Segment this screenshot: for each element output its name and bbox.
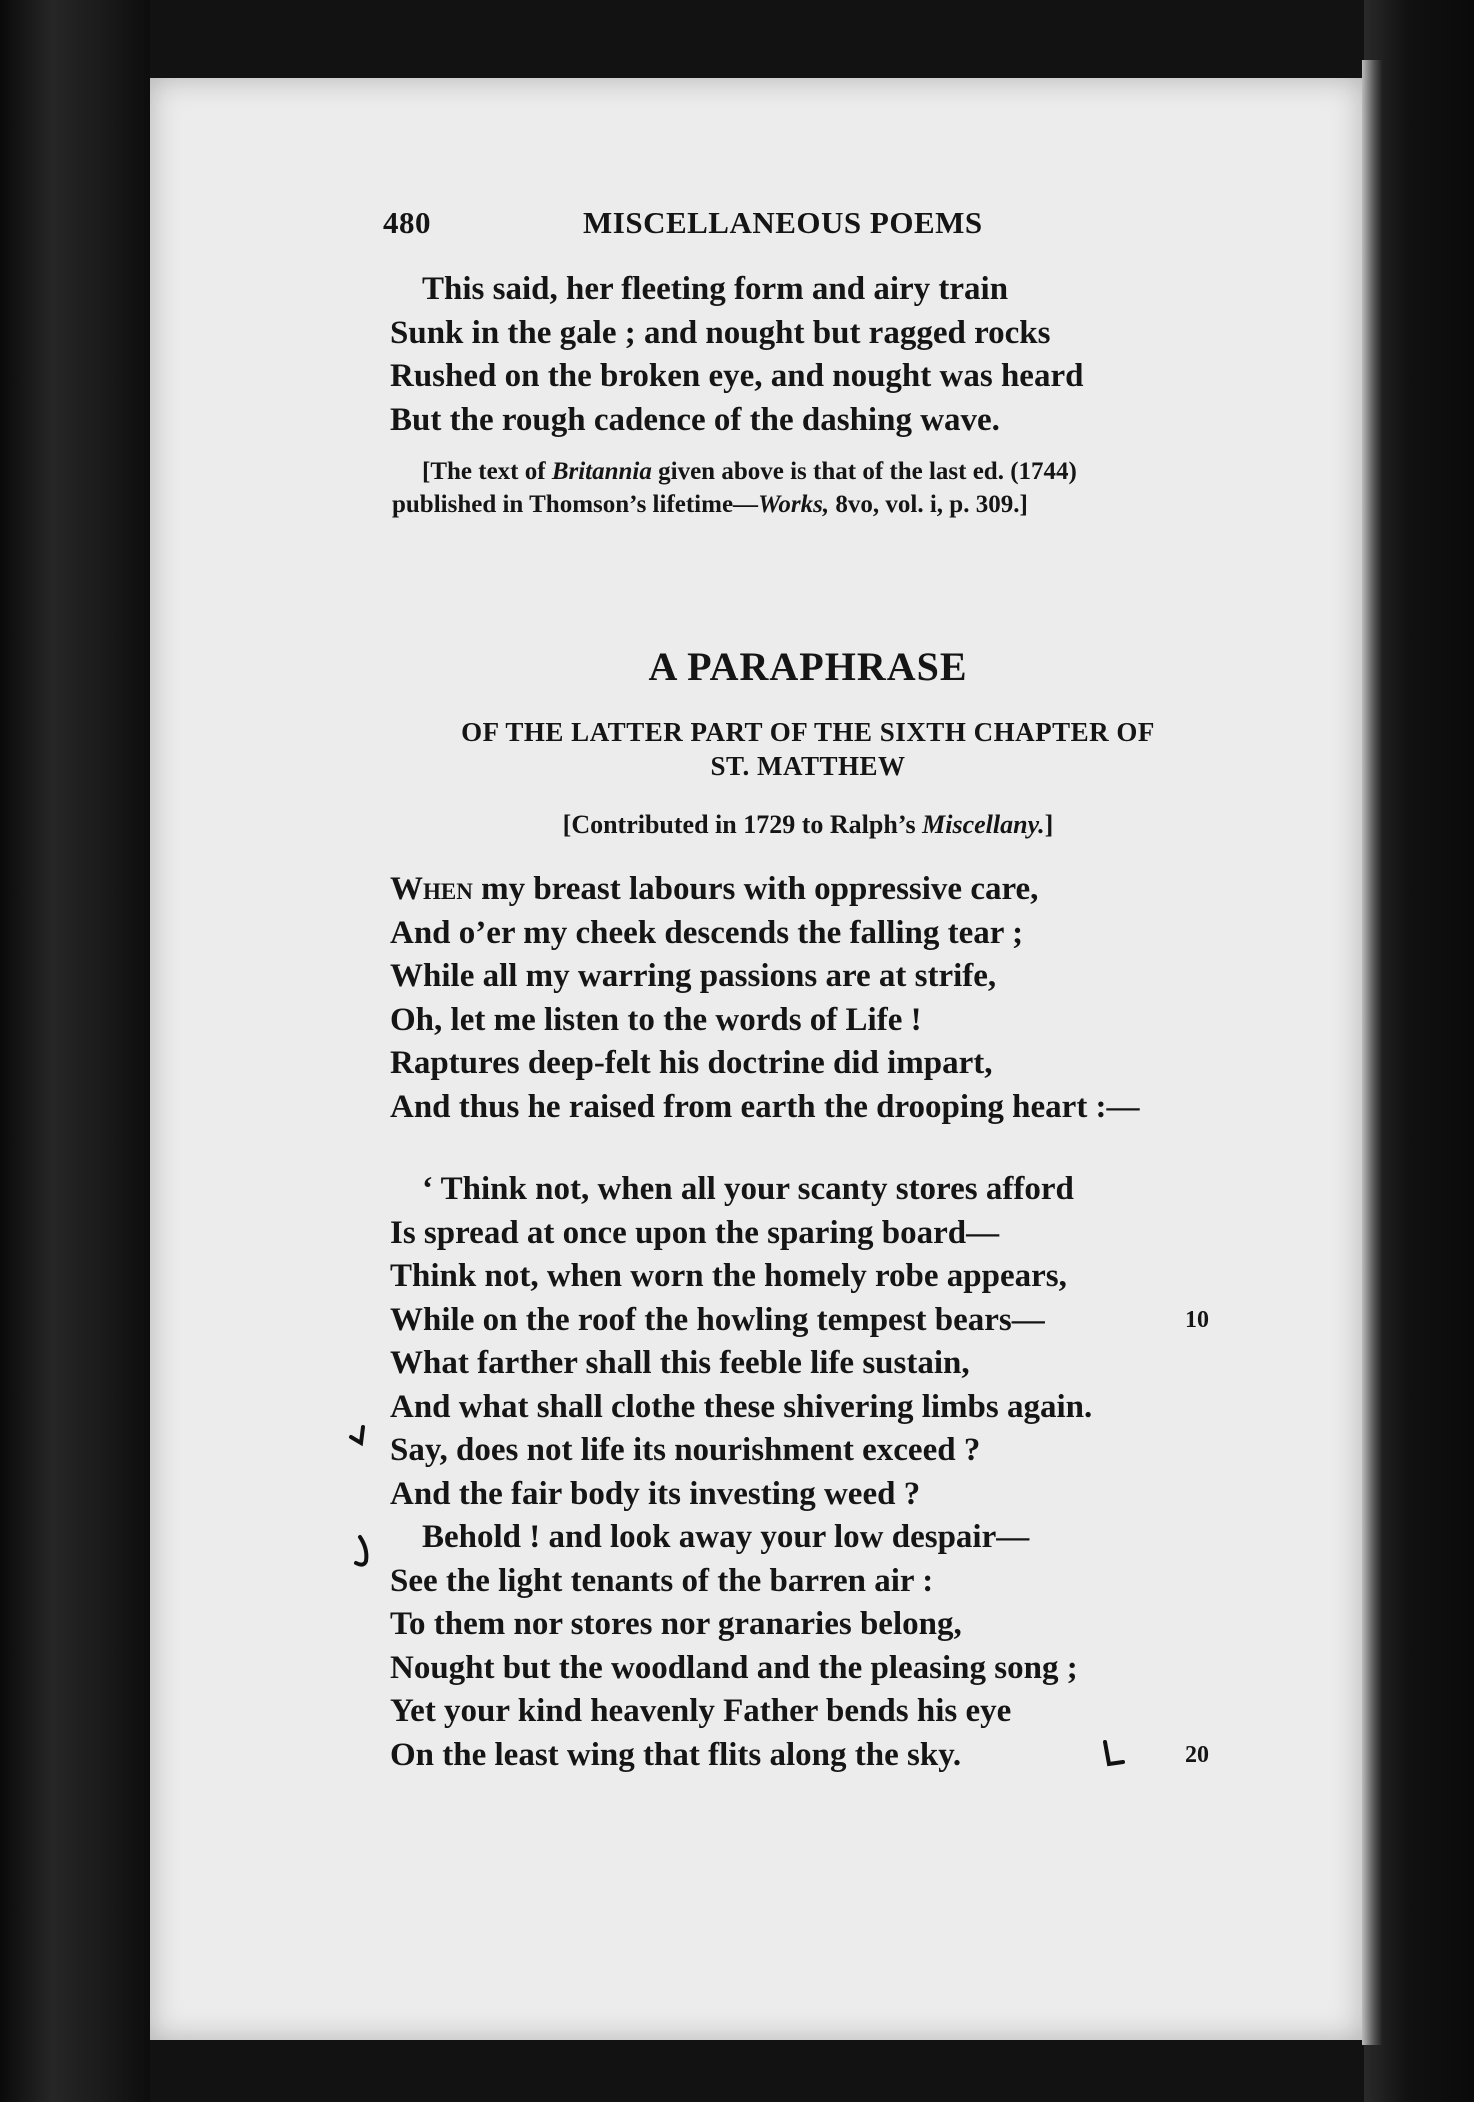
note-italic-title: Works, <box>758 491 830 518</box>
verse-line: To them nor stores nor granaries belong, <box>390 1606 962 1642</box>
running-head-title: MISCELLANEOUS POEMS <box>583 205 983 240</box>
verse-line: But the rough cadence of the dashing wave. <box>390 401 1000 438</box>
subtitle-line: OF THE LATTER PART OF THE SIXTH CHAPTER OF <box>461 717 1155 747</box>
editorial-note <box>392 455 1232 521</box>
verse-line: Say, does not life its nourishment exceed ? <box>390 1432 981 1468</box>
poem-subtitle <box>383 715 1233 783</box>
verse-line: Is spread at once upon the sparing board— <box>390 1214 1000 1251</box>
verse-line: Think not, when worn the homely robe appears, <box>390 1258 1067 1294</box>
verse-line: Nought but the woodland and the pleasing song ; <box>390 1649 1078 1686</box>
contribution-text: [Contributed in 1729 to Ralph’s <box>562 810 923 839</box>
note-text: 8vo, vol. i, p. 309.] <box>829 491 1028 518</box>
verse-line: See the light tenants of the barren air : <box>390 1562 934 1599</box>
note-text: given above is that of the last ed. (1744) <box>651 458 1077 485</box>
note-line-1 <box>392 455 1232 488</box>
page-number: 480 <box>383 205 431 240</box>
running-head <box>383 205 1219 245</box>
note-line-2 <box>392 488 1232 521</box>
line-number-10: 10 <box>1185 1306 1209 1333</box>
note-text: published in Thomson’s lifetime— <box>392 491 759 518</box>
verse-line: And what shall clothe these shivering limbs again. <box>390 1388 1093 1425</box>
verse-line: Raptures deep-felt his doctrine did impart, <box>390 1045 993 1081</box>
verse-text: While on the roof the howling tempest bears— <box>390 1301 1045 1338</box>
previous-poem-ending <box>390 268 1230 442</box>
contribution-note <box>383 810 1233 840</box>
verse-line: What farther shall this feeble life sustain, <box>390 1345 970 1381</box>
book-spine <box>0 0 150 2102</box>
verse-line: And the fair body its investing weed ? <box>390 1475 921 1512</box>
verse-line: ‘ Think not, when all your scanty stores afford <box>422 1171 1074 1207</box>
verse-line: Sunk in the gale ; and nought but ragged rocks <box>390 314 1051 351</box>
poem-title: A PARAPHRASE <box>648 644 968 689</box>
verse-text: my breast labours with oppressive care, <box>472 871 1039 907</box>
verse-line: Yet your kind heavenly Father bends his eye <box>390 1693 1012 1729</box>
verse-line: And o’er my cheek descends the falling tear ; <box>390 914 1024 951</box>
verse-line <box>390 868 1230 912</box>
verse-line: This said, her fleeting form and airy train <box>422 271 1009 307</box>
verse-line: Oh, let me listen to the words of Life ! <box>390 1001 922 1038</box>
poem-stanza-1 <box>390 868 1230 1129</box>
contribution-italic: Miscellany. <box>922 810 1045 839</box>
verse-text: On the least wing that flits along the sky. <box>390 1736 962 1773</box>
pencil-tick-icon <box>1097 1738 1127 1774</box>
note-text: [The text of <box>422 458 552 485</box>
verse-line <box>390 1299 1230 1343</box>
page-edge <box>1362 60 1382 2045</box>
pencil-tick-icon <box>345 1423 375 1453</box>
verse-line: Rushed on the broken eye, and nought was heard <box>390 358 1084 394</box>
contribution-text: ] <box>1044 810 1054 839</box>
verse-line: While all my warring passions are at strife, <box>390 958 997 994</box>
poem-stanza-2 <box>390 1168 1230 1777</box>
verse-line: Behold ! and look away your low despair— <box>422 1519 1030 1555</box>
pencil-hook-icon <box>350 1533 378 1573</box>
subtitle-line: ST. MATTHEW <box>710 751 906 781</box>
drop-word: When <box>390 871 473 907</box>
line-number-20: 20 <box>1185 1741 1209 1768</box>
verse-line: And thus he raised from earth the drooping heart :— <box>390 1088 1140 1125</box>
note-italic-title: Britannia <box>551 458 652 485</box>
